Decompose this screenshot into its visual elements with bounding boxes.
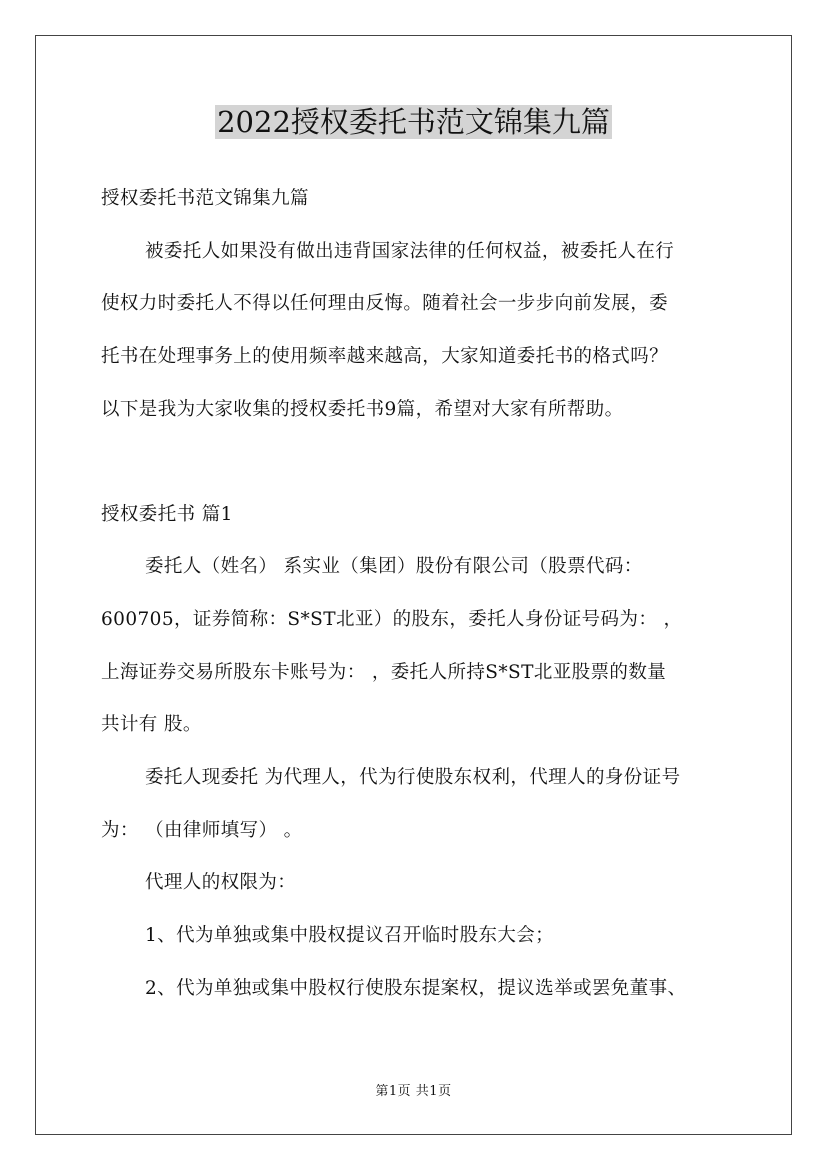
intro-line: 以下是我为大家收集的授权委托书9篇，希望对大家有所帮助。	[101, 398, 624, 420]
document-title	[0, 100, 827, 144]
agent-line: 为： （由律师填写） 。	[101, 819, 303, 841]
section-gap	[101, 437, 731, 489]
section-heading: 授权委托书 篇1	[101, 503, 233, 525]
principal-paragraph	[101, 541, 731, 752]
authority-heading	[101, 857, 731, 910]
intro-paragraph	[101, 226, 731, 437]
authority-item-2	[101, 963, 731, 1016]
document-title-text: 2022授权委托书范文锦集九篇	[217, 105, 610, 139]
document-subtitle: 授权委托书范文锦集九篇	[101, 188, 309, 209]
agent-paragraph	[101, 752, 731, 857]
principal-line: 上海证券交易所股东卡账号为： ，委托人所持S*ST北亚股票的数量	[101, 661, 667, 683]
intro-line: 托书在处理事务上的使用频率越来越高，大家知道委托书的格式吗？	[101, 346, 669, 368]
document-body	[101, 173, 731, 1016]
page-footer: 第1页 共1页	[375, 1084, 452, 1099]
authority-item-text: 1、代为单独或集中股权提议召开临时股东大会；	[145, 925, 555, 947]
intro-line: 被委托人如果没有做出违背国家法律的任何权益，被委托人在行	[145, 240, 675, 262]
intro-line: 使权力时委托人不得以任何理由反悔。随着社会一步步向前发展，委	[101, 293, 669, 315]
agent-line: 委托人现委托 为代理人，代为行使股东权利，代理人的身份证号	[145, 767, 681, 789]
authority-item-text: 2、代为单独或集中股权行使股东提案权，提议选举或罢免董事、	[145, 977, 687, 999]
principal-line: 委托人（姓名） 系实业（集团）股份有限公司（股票代码：	[145, 556, 643, 578]
principal-line: 600705，证券简称：S*ST北亚）的股东，委托人身份证号码为： ，	[101, 608, 683, 630]
principal-line: 共计有 股。	[101, 714, 202, 736]
authority-heading-text: 代理人的权限为：	[145, 872, 297, 894]
authority-item-1	[101, 910, 731, 963]
